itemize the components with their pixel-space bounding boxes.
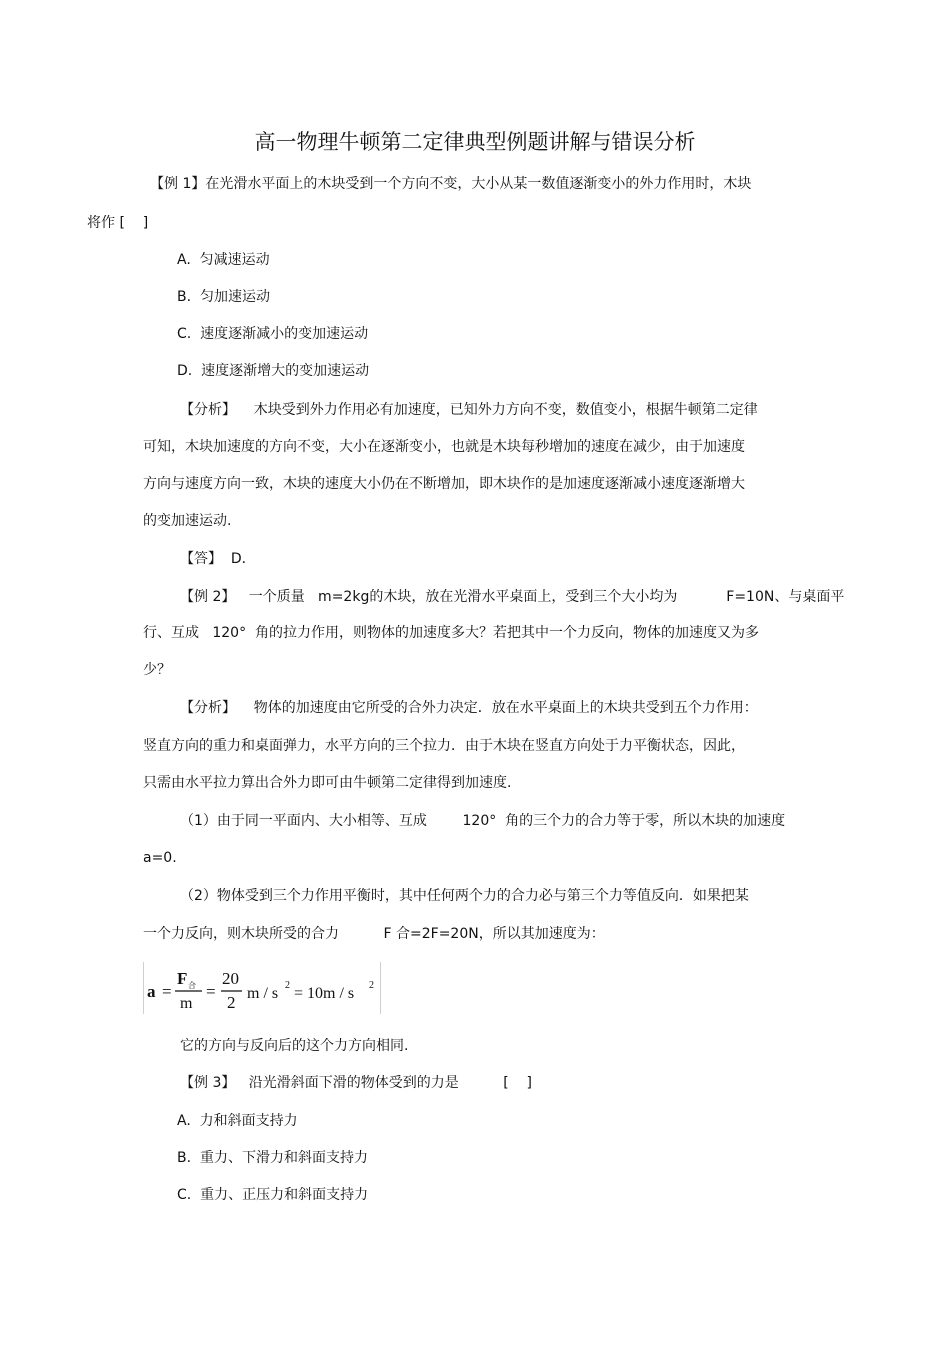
example-1-option-c: C. 速度逐渐减小的变加速运动 xyxy=(177,326,369,342)
formula-denominator: 2 xyxy=(227,993,236,1012)
example-2-part-1: （1）由于同一平面内、大小相等、互成 120° 角的三个力的合力等于零，所以木块的加速度 xyxy=(180,813,786,829)
formula-force: F xyxy=(177,969,188,988)
example-1-question-line-1: 【例 1】在光滑水平面上的木块受到一个方向不变，大小从某一数值逐渐变小的外力作用时，木块 xyxy=(150,176,752,192)
example-2-part-2: （2）物体受到三个力作用平衡时，其中任何两个力的合力必与第三个力等值反向．如果把某 xyxy=(180,888,749,904)
formula-exponent: 2 xyxy=(369,980,374,991)
example-2-part-1-result: a=0. xyxy=(143,850,177,866)
example-3-option-a: A. 力和斜面支持力 xyxy=(177,1113,298,1129)
example-2-analysis-line: 【分析】 物体的加速度由它所受的合外力决定．放在水平桌面上的木块共受到五个力作用： xyxy=(180,700,758,716)
formula-mass: m xyxy=(180,995,193,1012)
example-2-question-line: 【例 2】 一个质量 m=2kg的木块，放在光滑水平桌面上，受到三个大小均为 F=10N、与桌面平 xyxy=(180,589,845,605)
example-2-question-line: 行、互成 120° 角的拉力作用，则物体的加速度多大？若把其中一个力反向，物体的加速度又为多 xyxy=(143,625,759,641)
example-3-option-b: B. 重力、下滑力和斜面支持力 xyxy=(177,1150,368,1166)
acceleration-formula xyxy=(143,962,381,1014)
example-1-answer: 【答】 D． xyxy=(180,551,256,567)
formula-numerator: 20 xyxy=(222,969,239,988)
formula-a: a xyxy=(147,982,156,1001)
example-1-analysis-line: 【分析】 木块受到外力作用必有加速度，已知外力方向不变，数值变小，根据牛顿第二定律 xyxy=(180,402,758,418)
example-1-analysis-line: 方向与速度方向一致，木块的速度大小仍在不断增加，即木块作的是加速度逐渐减小速度逐渐增大 xyxy=(143,476,745,492)
formula-force-subscript: 合 xyxy=(188,981,196,990)
example-1-option-b: B. 匀加速运动 xyxy=(177,289,270,305)
example-1-option-a: A. 匀减速运动 xyxy=(177,252,270,268)
example-2-part-2: 一个力反向，则木块所受的合力 F 合=2F=20N，所以其加速度为： xyxy=(143,926,605,942)
example-1-question-line-2: 将作 [ ] xyxy=(87,215,149,231)
formula-result: = 10m / s xyxy=(294,985,355,1002)
example-1-analysis-line: 的变加速运动. xyxy=(143,513,232,529)
example-2-analysis-line: 竖直方向的重力和桌面弹力，水平方向的三个拉力．由于木块在竖直方向处于力平衡状态，因此， xyxy=(143,738,745,754)
example-2-question-line: 少？ xyxy=(143,662,171,678)
example-3-question: 【例 3】 沿光滑斜面下滑的物体受到的力是 [ ] xyxy=(180,1075,532,1091)
page-title: 高一物理牛顿第二定律典型例题讲解与错误分析 xyxy=(254,130,696,154)
example-3-option-c: C. 重力、正压力和斜面支持力 xyxy=(177,1187,369,1203)
formula-unit: m / s xyxy=(247,985,279,1002)
example-2-analysis-line: 只需由水平拉力算出合外力即可由牛顿第二定律得到加速度. xyxy=(143,775,512,791)
example-1-analysis-line: 可知，木块加速度的方向不变，大小在逐渐变小，也就是木块每秒增加的速度在减少，由于加速度 xyxy=(143,439,745,455)
formula-exponent: 2 xyxy=(285,980,290,991)
example-2-conclusion: 它的方向与反向后的这个力方向相同. xyxy=(180,1038,409,1054)
example-1-option-d: D. 速度逐渐增大的变加速运动 xyxy=(177,363,370,379)
formula-equals: = xyxy=(162,982,172,1001)
formula-equals: = xyxy=(206,982,216,1001)
